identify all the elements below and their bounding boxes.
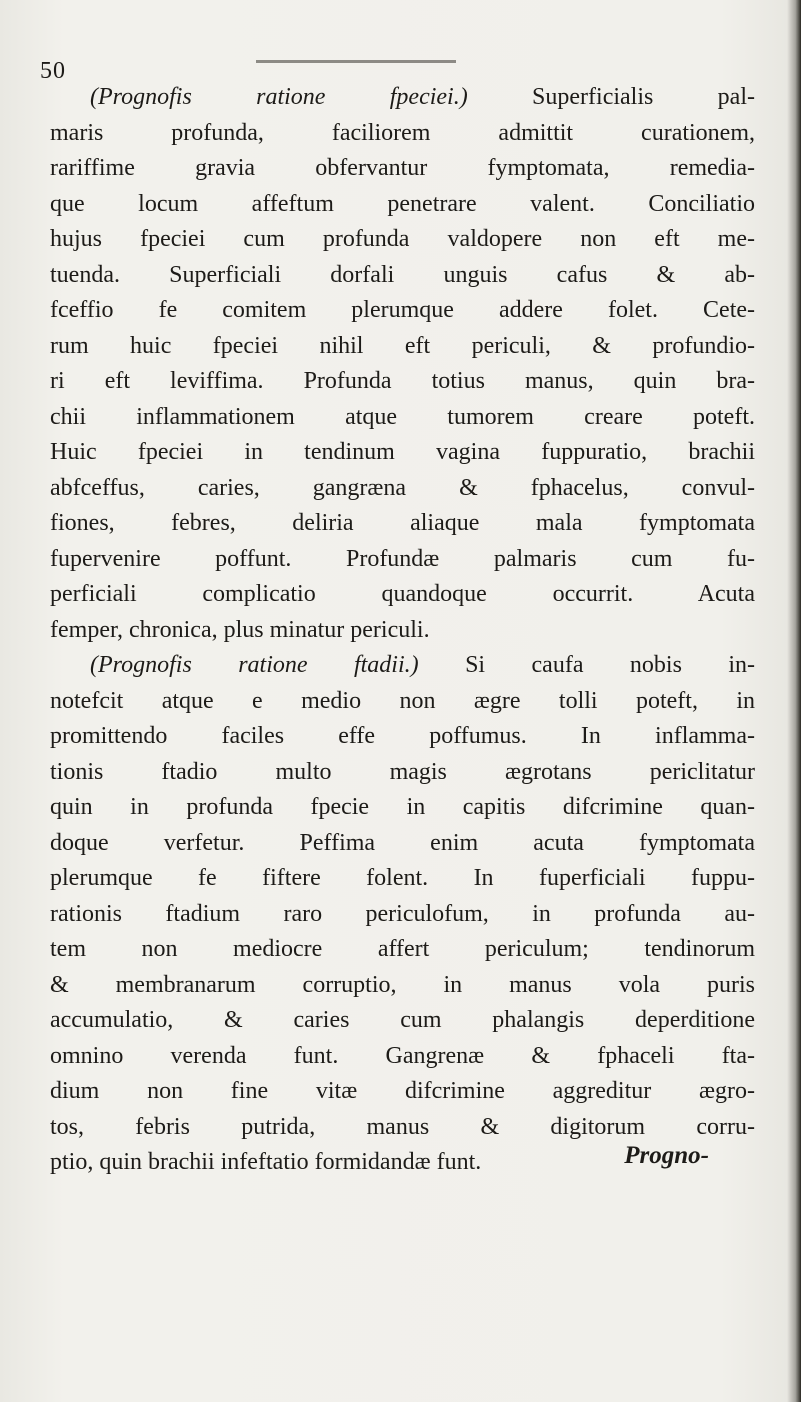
text-line: promittendo faciles effe poffumus. In inflamma- bbox=[50, 723, 755, 749]
text-line: omnino verenda funt. Gangrenæ & fphaceli fta- bbox=[50, 1042, 755, 1069]
text-line: abfceffus, caries, gangræna & fphacelus, convul- bbox=[50, 474, 755, 501]
text-line: ri eft leviffima. Profunda totius manus, quin bra- bbox=[50, 368, 755, 394]
text-line: Huic fpeciei in tendinum vagina fuppuratio, brachii bbox=[50, 439, 755, 465]
text-line: maris profunda, faciliorem admittit curationem, bbox=[50, 119, 755, 146]
page-gutter-shadow bbox=[787, 0, 801, 1402]
text-line: tos, febris putrida, manus & digitorum corru- bbox=[50, 1113, 755, 1140]
text-line: tem non mediocre affert periculum; tendinorum bbox=[50, 936, 755, 962]
text-line: rariffime gravia obfervantur fymptomata, remedia- bbox=[50, 155, 755, 181]
text-line: fupervenire poffunt. Profundæ palmaris cum fu- bbox=[50, 545, 755, 572]
text-line: doque verfetur. Peffima enim acuta fymptomata bbox=[50, 829, 755, 856]
section-heading: (Prognofis ratione ftadii.) bbox=[90, 652, 419, 678]
text-line: ptio, quin brachii infeftatio formidandæ funt. bbox=[50, 1149, 482, 1175]
paragraph-stage bbox=[50, 648, 755, 1181]
text-line: tionis ftadio multo magis ægrotans periclitatur bbox=[50, 758, 755, 785]
text-line: perficiali complicatio quandoque occurrit. Acuta bbox=[50, 581, 755, 607]
text-line: (Prognofis ratione fpeciei.) Superficialis pal- bbox=[90, 84, 755, 110]
body-text bbox=[50, 80, 755, 1181]
text-line: rum huic fpeciei nihil eft periculi, & profundio- bbox=[50, 332, 755, 359]
text-line: femper, chronica, plus minatur periculi. bbox=[50, 616, 430, 643]
text-line: fceffio fe comitem plerumque addere folet. Cete- bbox=[50, 297, 755, 323]
paragraph-species bbox=[50, 80, 755, 648]
text-line: notefcit atque e medio non ægre tolli poteft, in bbox=[50, 687, 755, 714]
catchword: Progno- bbox=[624, 1142, 709, 1169]
text-line: quin in profunda fpecie in capitis difcrimine quan- bbox=[50, 794, 755, 820]
header-rule bbox=[256, 60, 456, 63]
text-line: accumulatio, & caries cum phalangis deperditione bbox=[50, 1007, 755, 1033]
text-line: dium non fine vitæ difcrimine aggreditur ægro- bbox=[50, 1078, 755, 1104]
text-line: rationis ftadium raro periculofum, in profunda au- bbox=[50, 900, 755, 927]
text-line: tuenda. Superficiali dorfali unguis cafus & ab- bbox=[50, 261, 755, 288]
text-line: plerumque fe fiftere folent. In fuperficiali fuppu- bbox=[50, 865, 755, 891]
section-heading: (Prognofis ratione fpeciei.) bbox=[90, 84, 468, 110]
text-line: & membranarum corruptio, in manus vola puris bbox=[50, 971, 755, 998]
text-line: hujus fpeciei cum profunda valdopere non eft me- bbox=[50, 226, 755, 252]
text-line: (Prognofis ratione ftadii.) Si caufa nobis in- bbox=[90, 652, 755, 678]
page-number: 50 bbox=[40, 58, 66, 84]
text-line: chii inflammationem atque tumorem creare poteft. bbox=[50, 403, 755, 430]
text-line: que locum affeftum penetrare valent. Conciliatio bbox=[50, 190, 755, 217]
text-line: fiones, febres, deliria aliaque mala fymptomata bbox=[50, 510, 755, 536]
